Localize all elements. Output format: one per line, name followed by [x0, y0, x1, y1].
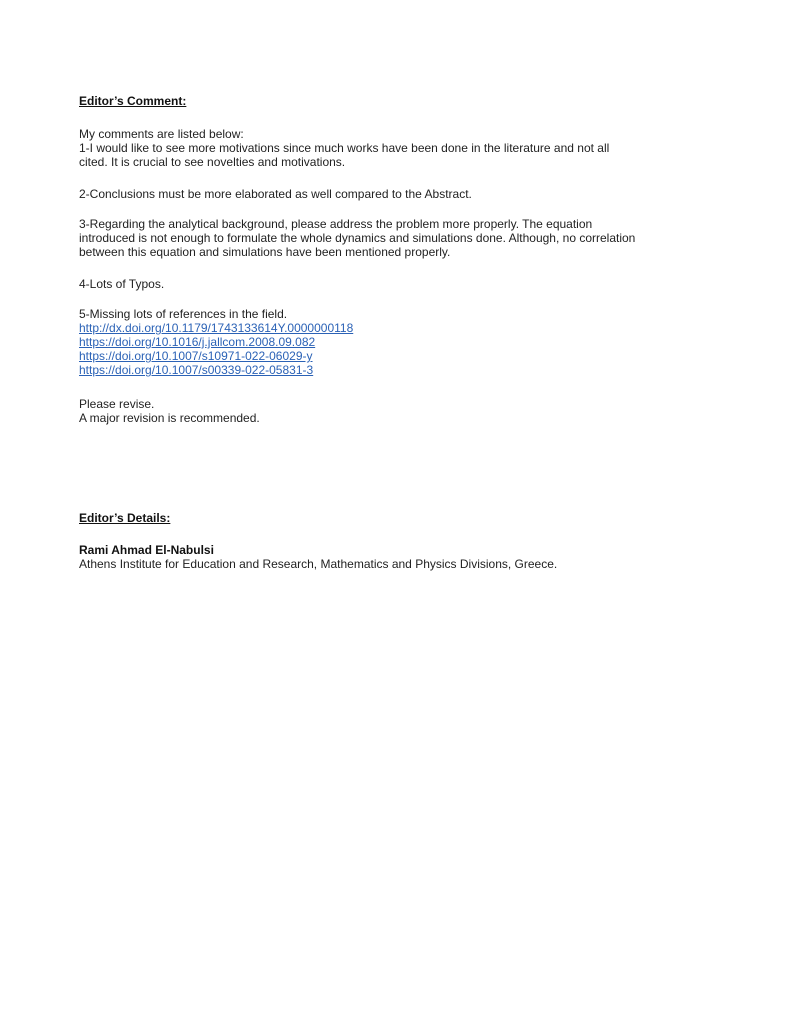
point-2-line: 2-Conclusions must be more elaborated as well compared to the Abstract. [79, 187, 472, 201]
point-5-line: 5-Missing lots of references in the field. [79, 307, 288, 321]
point-4 [79, 277, 719, 291]
closing-line-1: Please revise. [79, 397, 155, 411]
point-3-line-2: introduced is not enough to formulate the whole dynamics and simulations done. Although, no correlation [79, 231, 636, 245]
point-3-line-3: between this equation and simulations have been mentioned properly. [79, 245, 451, 259]
point-3 [79, 217, 719, 259]
closing-line-2: A major revision is recommended. [79, 411, 260, 425]
reference-link[interactable]: http://dx.doi.org/10.1179/1743133614Y.0000000118 [79, 321, 354, 335]
editor-details [79, 543, 719, 571]
point-2 [79, 187, 719, 201]
comments-body [79, 127, 719, 169]
reference-link[interactable]: https://doi.org/10.1016/j.jallcom.2008.09.082 [79, 335, 316, 349]
reference-link[interactable]: https://doi.org/10.1007/s10971-022-06029-y [79, 349, 313, 363]
editors-details-heading: Editor’s Details: [79, 511, 171, 525]
point-5 [79, 307, 719, 377]
point-4-line: 4-Lots of Typos. [79, 277, 165, 291]
reference-link[interactable]: https://doi.org/10.1007/s00339-022-05831-3 [79, 363, 314, 377]
point-1-line-1: 1-I would like to see more motivations since much works have been done in the literature and not all [79, 141, 610, 155]
closing [79, 397, 719, 425]
comments-intro: My comments are listed below: [79, 127, 244, 141]
editor-affiliation: Athens Institute for Education and Research, Mathematics and Physics Divisions, Greece. [79, 557, 558, 571]
editors-comment-heading: Editor’s Comment: [79, 94, 187, 108]
point-3-line-1: 3-Regarding the analytical background, please address the problem more properly. The equation [79, 217, 593, 231]
point-1-line-2: cited. It is crucial to see novelties and motivations. [79, 155, 346, 169]
editor-name: Rami Ahmad El-Nabulsi [79, 543, 214, 557]
